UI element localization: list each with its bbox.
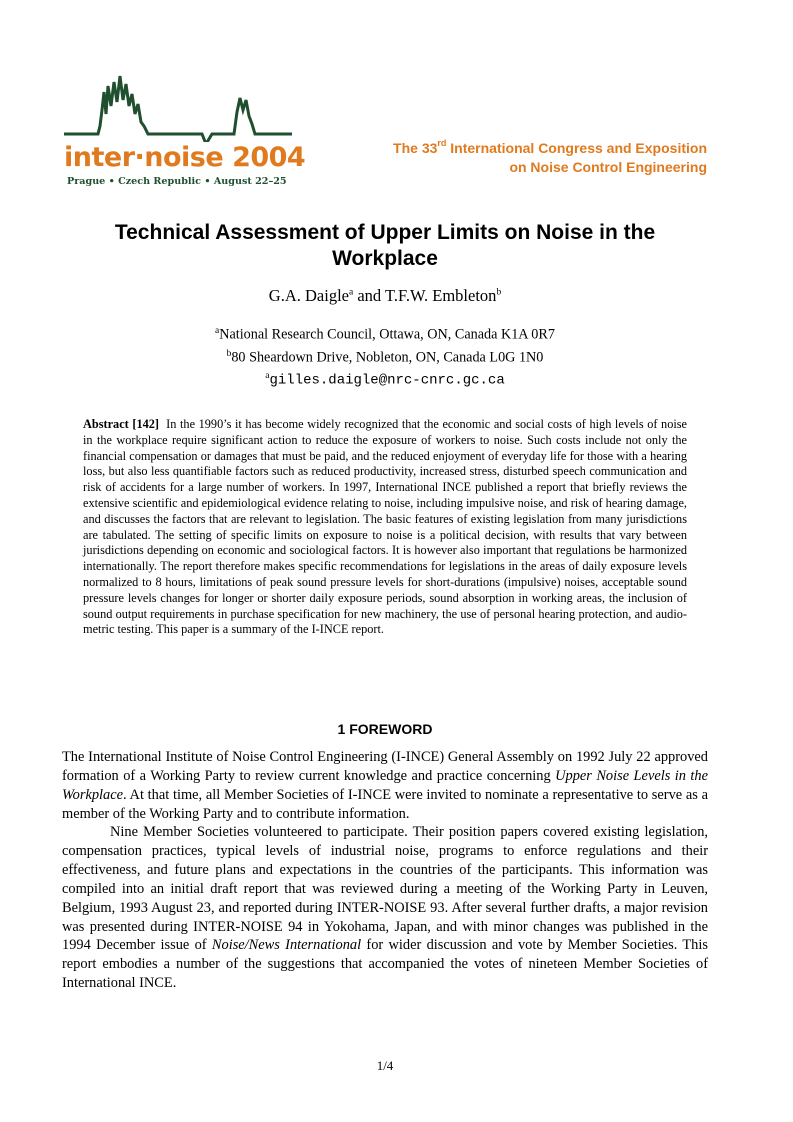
page-number: 1/4 [376, 1058, 394, 1073]
affiliation-b: $^b$80 Sheardown Drive, Nobleton, ON, Canada L0G 1N0 [226, 348, 544, 366]
author-2: T.F.W. Embleton [385, 286, 497, 305]
congress-line-1: The 33rd International Congress and Exposition [393, 138, 707, 156]
affiliations [62, 322, 708, 391]
congress-line-2: on Noise Control Engineering [509, 159, 707, 175]
affiliation-a: $^a$National Research Council, Ottawa, ON, Canada K1A 0R7 [215, 326, 555, 343]
abstract [83, 417, 687, 638]
paragraph-2: Nine Member Societies volunteered to participate. Their position papers covered existing legislation, compensation practices, typical levels of industrial noise, programs to enforce regulations and their effectiveness, and future plans and expectations in the countries of the participants. This information was compiled into an initial draft report that was reviewed during a meeting of the Working Party in Leuven, Belgium, 1993 August 23, and reported during INTER-NOISE 93. After several further drafts, a major revision was presented during INTER-NOISE 94 in Yokohama, Japan, and with minor changes was published in the 1994 December issue of Noise/News International for wider discussion and vote by Member Societies. This report embodies a number of the suggestions that accompanied the votes of nineteen Member Societies of International INCE. [62, 824, 708, 992]
author-1: G.A. Daigle [268, 286, 349, 305]
prague-skyline-icon [62, 70, 294, 142]
logo-location: Prague • Czech Republic • August 22–25 [67, 176, 287, 187]
author-email[interactable]: $^a$gilles.daigle@nrc-cnrc.gc.ca [265, 371, 505, 390]
abstract-text: In the 1990’s it has become widely recognized that the economic and social costs of high levels of noise in the workplace require significant action to reduce the exposure of workers to noise. Such costs include not only the financial compensation or damages that must be paid, and the reduced enjoyment of everyday life for those with a hearing loss, but also less quantifiable factors such as reduced productivity, increased stress, disturbed speech communication and risk of accidents for a large number of workers. In 1997, International INCE published a report that briefly reviews the extensive scientific and epidemiological evidence relating to noise, including impulsive noise, and risk of hearing damage, and discusses the factors that are relevant to legislation. The basic features of existing legislation from many jurisdictions are tabulated. The setting of specific limits on exposure to noise is a political decision, with results that vary between jurisdictions depending on economic and sociological factors. It is however also important that regulations be harmonized internationally. The report therefore makes specific recommendations for legislations in the areas of daily exposure levels normalized to 8 hours, limitations of peak sound pressure levels for short-durations (impulsive) noises, acceptable sound pressure levels changes for longer or shorter daily exposure periods, sound absorption in working areas, the inclusion of sound output requirements in purchase specification for new machinery, the use of personal hearing protection, and audio-metric testing. This paper is a summary of the I-INCE report. [83, 417, 687, 637]
logo-title: inter·noise 2004 [64, 142, 306, 173]
paper-title: Technical Assessment of Upper Limits on Noise in the Workplace [114, 221, 656, 270]
congress-header [393, 139, 707, 177]
paragraph-1: The International Institute of Noise Control Engineering (I-INCE) General Assembly on 1992 July 22 approved formation of a Working Party to review current knowledge and practice concerning Upper Noise Levels in the Workplace. At that time, all Member Societies of I-INCE were invited to nominate a representative to serve as a member of the Working Party and to contribute information. [62, 749, 708, 822]
section-body [62, 748, 708, 993]
author-list: G.A. Daigle$^a$ and T.F.W. Embleton$^b$ [268, 286, 502, 305]
section-heading: 1 FOREWORD [337, 721, 433, 737]
conference-logo [62, 70, 306, 192]
abstract-label: Abstract [142] [83, 417, 159, 431]
